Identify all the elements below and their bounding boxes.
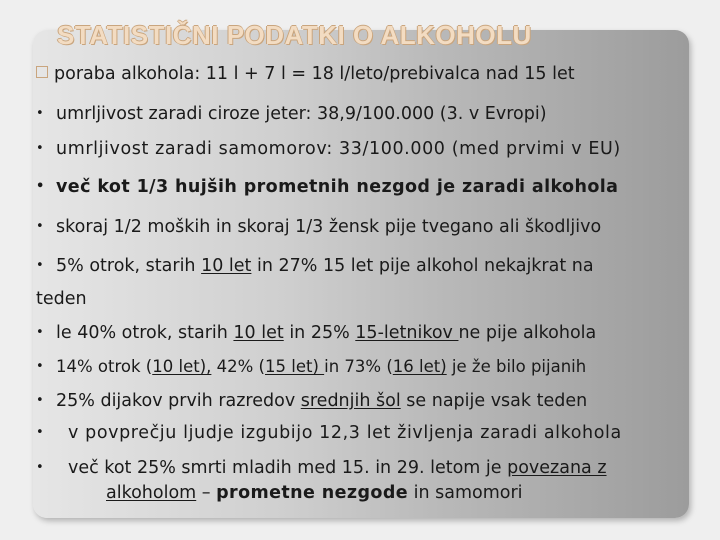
bullet-icon: • <box>36 359 44 374</box>
list-item <box>36 177 618 197</box>
bullet-text: umrljivost zaradi ciroze jeter: 38,9/100.000 (3. v Evropi) <box>56 104 547 124</box>
bullet-icon: • <box>36 258 44 273</box>
list-item: • 25% dijakov prvih razredov srednjih šol se napije vsak teden <box>36 391 588 411</box>
bullet-text: poraba alkohola: 11 l + 7 l = 18 l/leto/prebivalca nad 15 let <box>54 64 575 84</box>
bullet-icon: • <box>36 219 44 234</box>
list-item <box>36 423 622 443</box>
bullet-icon: • <box>36 460 44 475</box>
bullet-icon: • <box>36 106 44 121</box>
bullet-icon: • <box>36 393 44 408</box>
bullet-icon: • <box>36 325 44 340</box>
bullet-text: več kot 1/3 hujših prometnih nezgod je zaradi alkohola <box>56 177 619 197</box>
square-bullet-icon <box>36 66 48 78</box>
bullet-icon: • <box>36 141 45 156</box>
list-item <box>36 217 601 237</box>
list-item <box>36 64 575 84</box>
bullet-text: umrljivost zaradi samomorov: 33/100.000 (med prvimi v EU) <box>56 139 621 159</box>
list-item: • 5% otrok, starih 10 let in 27% 15 let pije alkohol nekajkrat na <box>36 256 594 276</box>
list-item: • 14% otrok (10 let), 42% (15 let) in 73% (16 let) je že bilo pijanih <box>36 357 587 376</box>
list-item <box>36 104 547 124</box>
list-item <box>36 139 621 159</box>
bullet-icon: • <box>36 425 45 440</box>
list-item-continuation: alkoholom – prometne nezgode in samomori <box>106 483 523 503</box>
list-item-continuation: teden <box>36 289 87 309</box>
list-item: • več kot 25% smrti mladih med 15. in 29. letom je povezana z <box>36 458 607 478</box>
list-item: • le 40% otrok, starih 10 let in 25% 15-letnikov ne pije alkohola <box>36 323 597 343</box>
bullet-text: v povprečju ljudje izgubijo 12,3 let življenja zaradi alkohola <box>68 423 622 443</box>
slide-title: STATISTIČNI PODATKI O ALKOHOLU <box>57 20 532 50</box>
bullet-icon: • <box>36 179 45 194</box>
bullet-text: skoraj 1/2 moških in skoraj 1/3 žensk pije tvegano ali škodljivo <box>56 217 602 237</box>
